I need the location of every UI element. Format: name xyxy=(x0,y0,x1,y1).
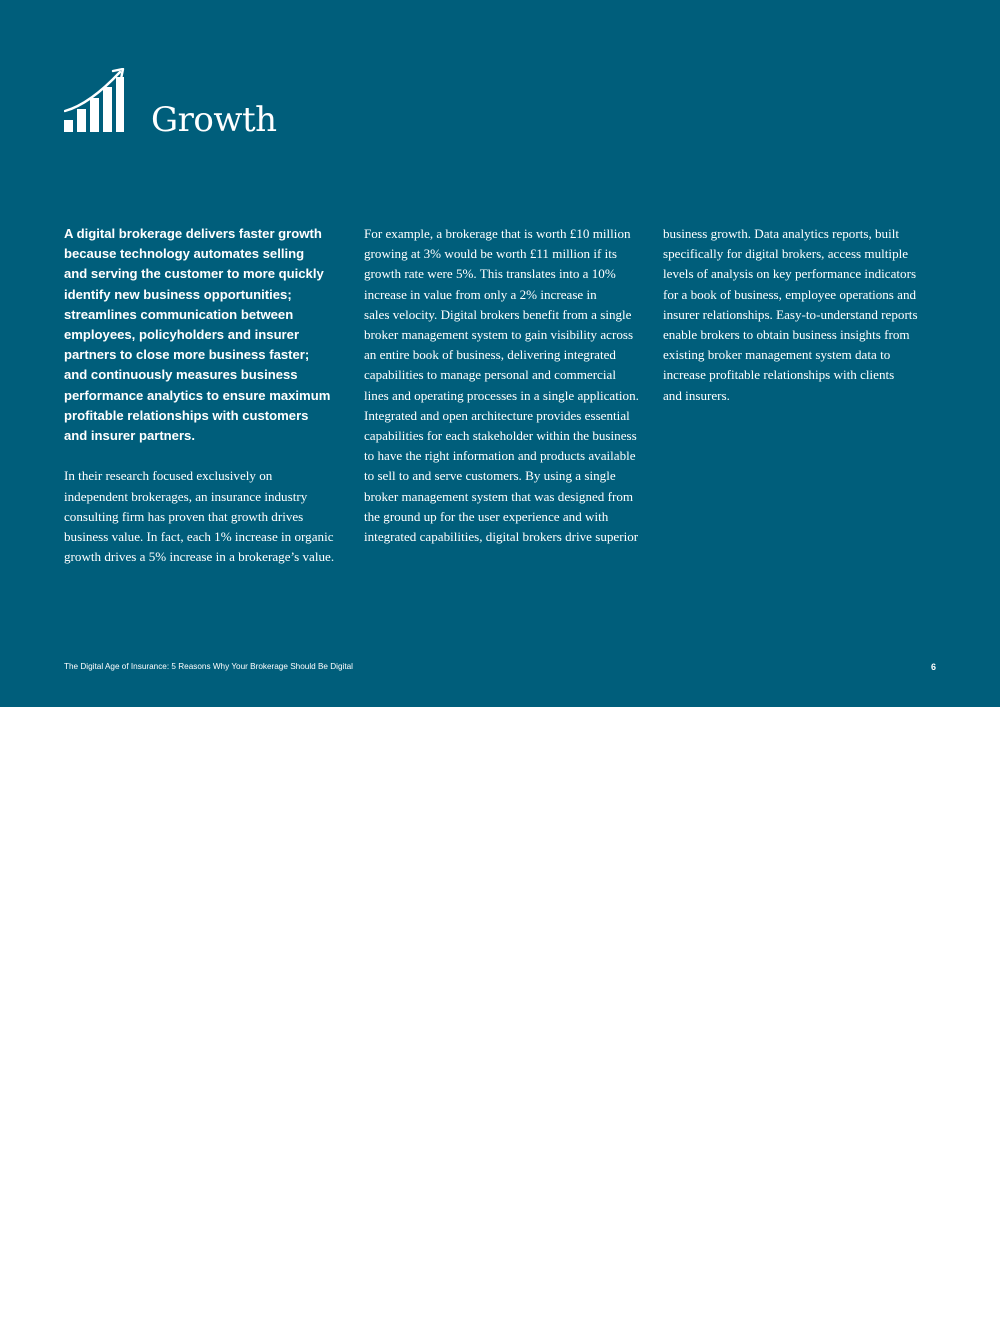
text-line: broker management system to gain visibility across xyxy=(364,327,634,343)
text-line: insurer relationships. Easy-to-understand reports xyxy=(663,306,918,322)
text-line: growing at 3% would be worth £11 million if its xyxy=(364,246,618,262)
text-line: In their research focused exclusively on xyxy=(64,468,273,484)
text-line: identify new business opportunities; xyxy=(64,286,292,302)
text-line: specifically for digital brokers, access multiple xyxy=(663,246,909,262)
footer-document-title: The Digital Age of Insurance: 5 Reasons Why Your Brokerage Should Be Digital xyxy=(64,662,354,671)
column-3 xyxy=(663,224,931,406)
text-line: growth drives a 5% increase in a brokerage’s value. xyxy=(64,549,335,565)
text-line: to sell to and serve customers. By using a single xyxy=(364,468,616,484)
text-line: Integrated and open architecture provides essential xyxy=(364,407,630,423)
body-paragraph-analytics xyxy=(663,224,931,406)
text-line: partners to close more business faster; xyxy=(64,347,310,363)
text-line: increase in value from only a 2% increase in xyxy=(364,286,597,302)
text-line: and continuously measures business xyxy=(64,367,298,383)
column-1 xyxy=(64,224,340,567)
text-line: business growth. Data analytics reports, built xyxy=(663,226,900,241)
column-2 xyxy=(364,224,644,547)
text-line: for a book of business, employee operations and xyxy=(663,286,917,302)
text-line: an entire book of business, delivering integrated xyxy=(364,347,616,363)
text-line: capabilities for each stakeholder within the business xyxy=(364,428,637,444)
text-line: because technology automates selling xyxy=(64,246,305,262)
text-line: independent brokerages, an insurance industry xyxy=(64,488,308,504)
text-line: business value. In fact, each 1% increase in organic xyxy=(64,529,334,545)
text-line: integrated capabilities, digital brokers drive superior xyxy=(364,529,639,545)
text-line: enable brokers to obtain business insights from xyxy=(663,327,910,343)
text-line: broker management system that was designed from xyxy=(364,488,634,504)
text-line: and serving the customer to more quickly xyxy=(64,266,324,282)
text-line: consulting firm has proven that growth drives xyxy=(64,508,304,524)
text-line: streamlines communication between xyxy=(64,306,294,322)
text-line: capabilities to manage personal and commercial xyxy=(364,367,616,383)
text-line: sales velocity. Digital brokers benefit from a single xyxy=(364,306,632,322)
text-line: and insurers. xyxy=(663,387,730,403)
text-line: A digital brokerage delivers faster growth xyxy=(64,226,322,241)
text-line: to have the right information and products available xyxy=(364,448,636,464)
text-line: lines and operating processes in a single application. xyxy=(364,387,639,403)
text-line: employees, policyholders and insurer xyxy=(64,327,300,343)
body-paragraph-example xyxy=(364,224,644,547)
text-line: increase profitable relationships with clients xyxy=(663,367,895,383)
page-number: 6 xyxy=(930,662,936,672)
body-paragraph-research xyxy=(64,466,340,567)
text-line: performance analytics to ensure maximum xyxy=(64,387,331,403)
text-line: the ground up for the user experience and with xyxy=(364,508,609,524)
growth-chart-icon xyxy=(64,68,126,132)
page-title: Growth xyxy=(151,100,277,140)
text-line: levels of analysis on key performance indicators xyxy=(663,266,917,282)
text-line: existing broker management system data to xyxy=(663,347,891,363)
text-line: and insurer partners. xyxy=(64,428,195,444)
text-line: For example, a brokerage that is worth £10 million xyxy=(364,226,631,241)
text-line: profitable relationships with customers xyxy=(64,407,309,423)
lead-paragraph xyxy=(64,224,340,446)
text-line: growth rate were 5%. This translates into a 10% xyxy=(364,266,616,282)
